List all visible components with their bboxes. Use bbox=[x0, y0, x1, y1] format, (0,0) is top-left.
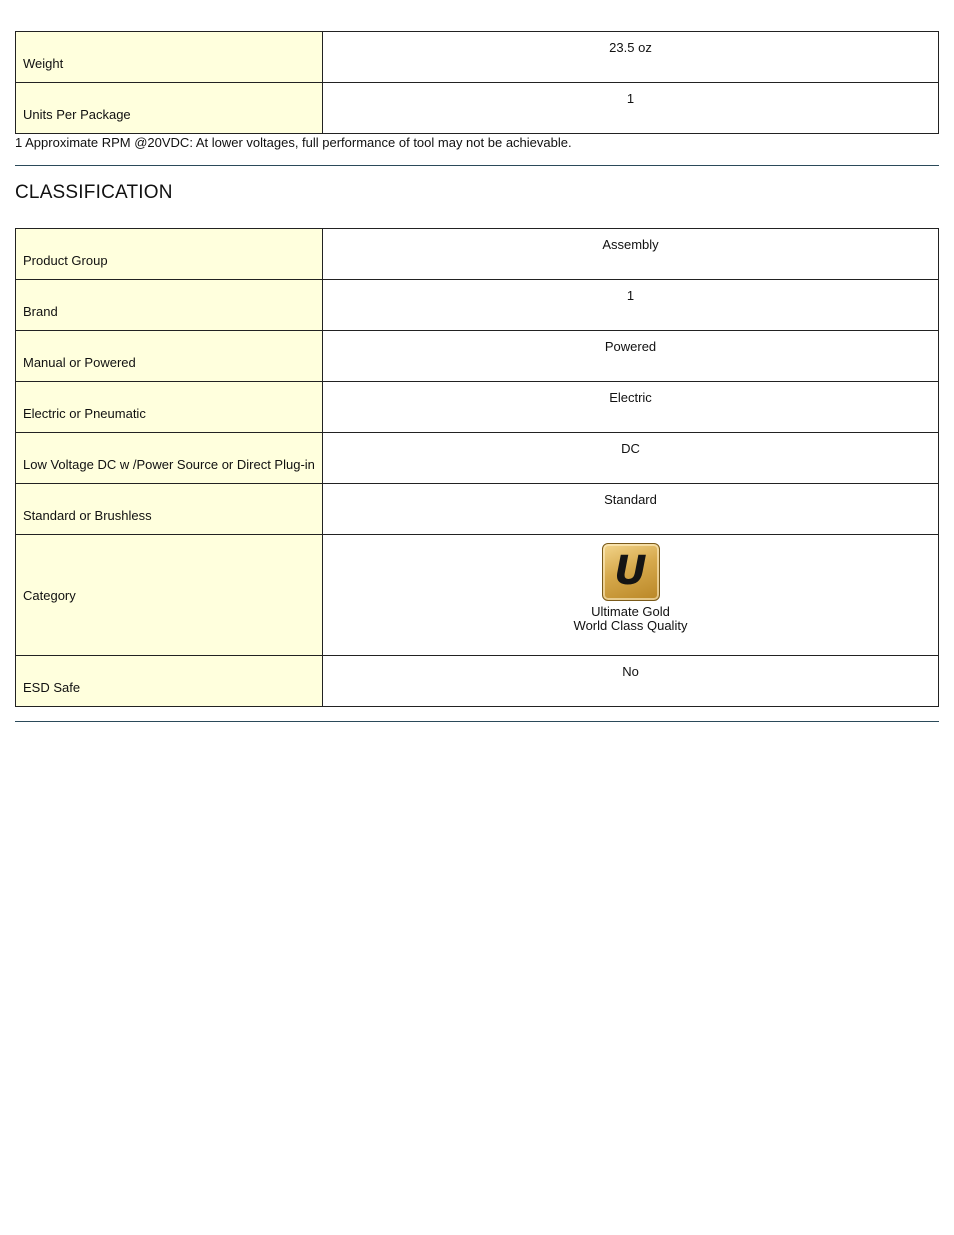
divider bbox=[15, 165, 939, 166]
electric-or-pneumatic-label: Electric or Pneumatic bbox=[16, 382, 323, 433]
table-row bbox=[16, 484, 939, 535]
units-per-package-value: 1 bbox=[323, 83, 939, 134]
divider bbox=[15, 721, 939, 722]
standard-or-brushless-label: Standard or Brushless bbox=[16, 484, 323, 535]
table-row bbox=[16, 433, 939, 484]
electric-or-pneumatic-value: Electric bbox=[323, 382, 939, 433]
badge-letter: U bbox=[614, 548, 647, 594]
spec-table bbox=[15, 31, 939, 134]
voltage-type-label: Low Voltage DC w /Power Source or Direct Plug-in bbox=[16, 433, 323, 484]
spec-page bbox=[15, 31, 939, 722]
table-row bbox=[16, 229, 939, 280]
standard-or-brushless-value: Standard bbox=[323, 484, 939, 535]
table-row bbox=[16, 331, 939, 382]
table-row bbox=[16, 32, 939, 83]
table-row bbox=[16, 656, 939, 707]
category-value bbox=[323, 535, 939, 656]
category-line-2: World Class Quality bbox=[573, 618, 688, 633]
table-row bbox=[16, 280, 939, 331]
esd-safe-label: ESD Safe bbox=[16, 656, 323, 707]
brand-value: 1 bbox=[323, 280, 939, 331]
manual-or-powered-value: Powered bbox=[323, 331, 939, 382]
units-per-package-label: Units Per Package bbox=[16, 83, 323, 134]
table-row bbox=[16, 83, 939, 134]
category-label: Category bbox=[16, 535, 323, 656]
product-group-label: Product Group bbox=[16, 229, 323, 280]
product-group-value: Assembly bbox=[323, 229, 939, 280]
table-row bbox=[16, 382, 939, 433]
section-title: CLASSIFICATION bbox=[15, 182, 173, 203]
table-row bbox=[16, 535, 939, 656]
category-line-1: Ultimate Gold bbox=[591, 604, 670, 619]
weight-label: Weight bbox=[16, 32, 323, 83]
brand-label: Brand bbox=[16, 280, 323, 331]
classification-table bbox=[15, 228, 939, 707]
esd-safe-value: No bbox=[323, 656, 939, 707]
manual-or-powered-label: Manual or Powered bbox=[16, 331, 323, 382]
footnote: 1 Approximate RPM @20VDC: At lower voltages, full performance of tool may not be achievable. bbox=[15, 135, 572, 150]
ultimate-gold-badge-icon bbox=[602, 543, 660, 601]
voltage-type-value: DC bbox=[323, 433, 939, 484]
weight-value: 23.5 oz bbox=[323, 32, 939, 83]
